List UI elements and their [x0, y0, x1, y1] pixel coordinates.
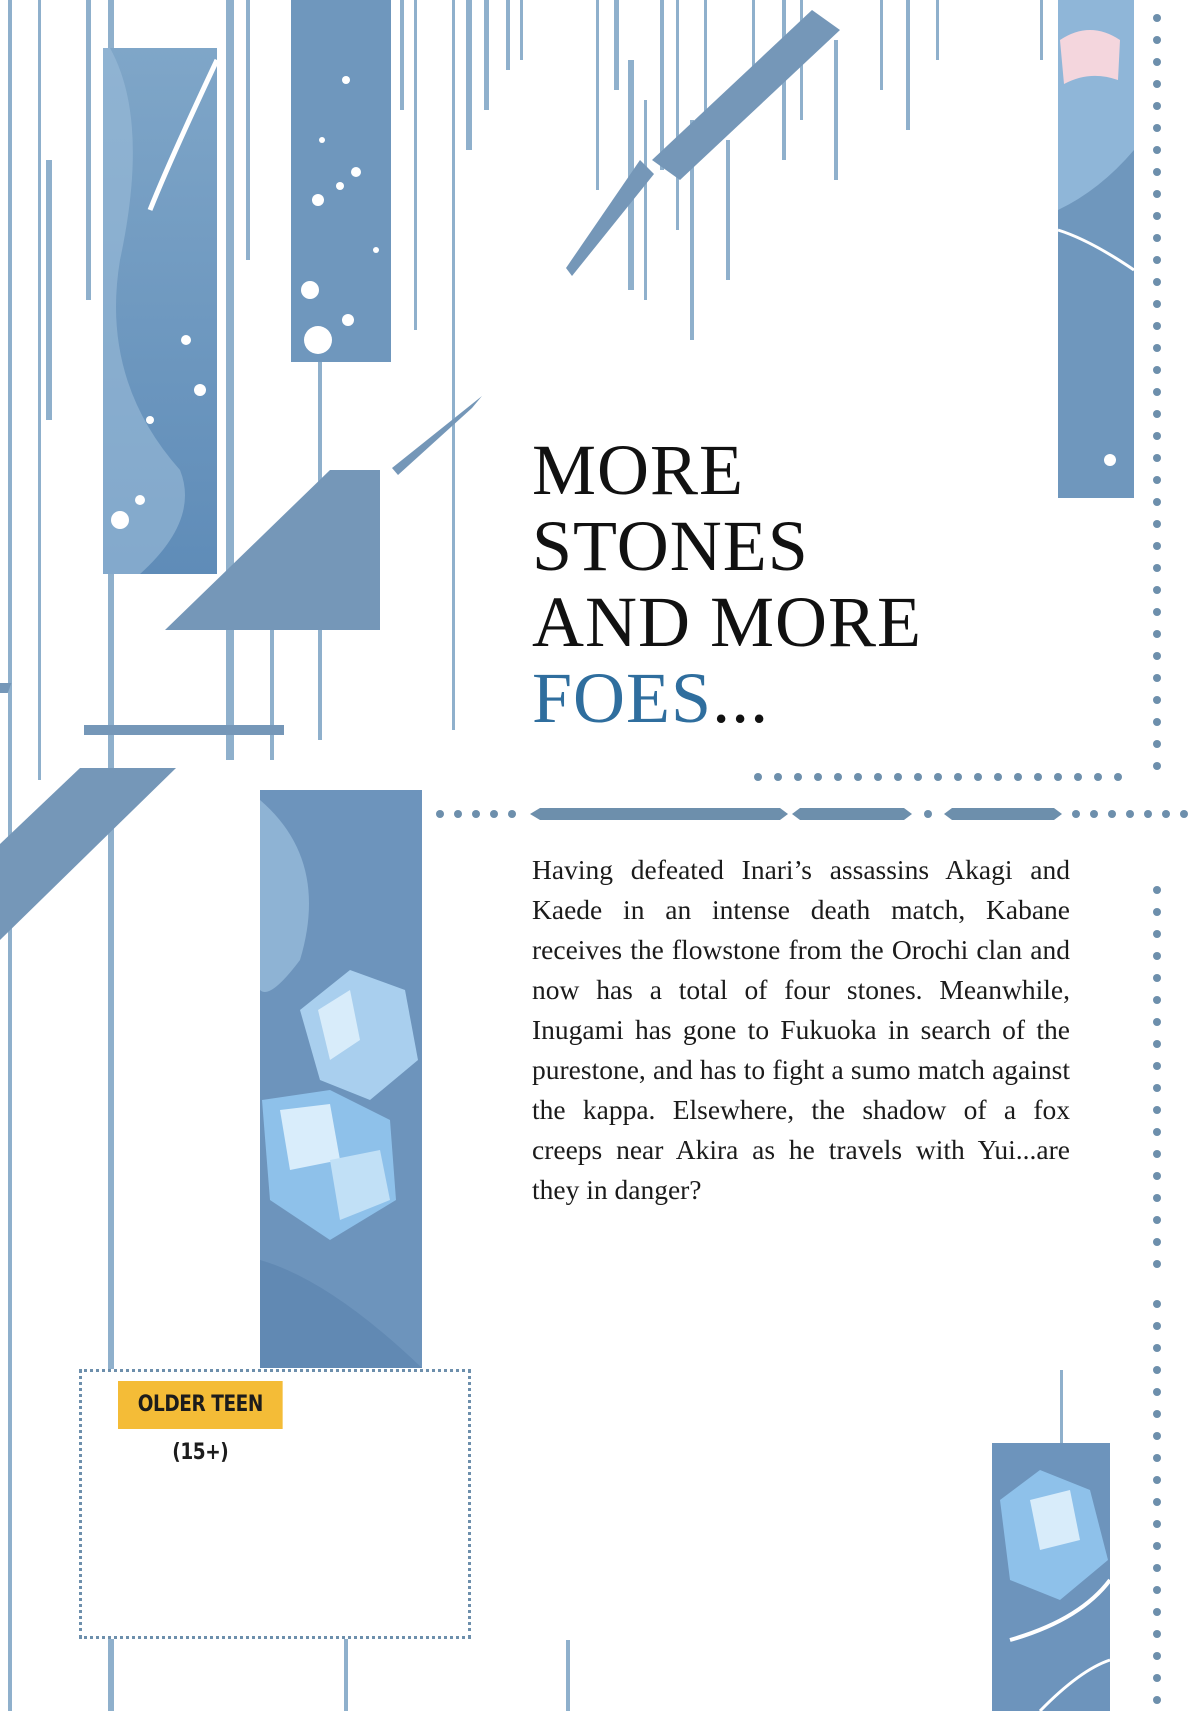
age-rating-badge: OLDER TEEN (15+) — [118, 1381, 283, 1429]
headline-line-1: MORE — [532, 430, 745, 510]
art-panel-top-right — [1058, 0, 1134, 498]
art-panel-bottom-right — [992, 1443, 1110, 1711]
headline-ellipsis: ... — [712, 658, 770, 738]
art-panel-left-top — [103, 48, 217, 574]
synopsis-text: Having defeated Inari’s assassins Akagi and Kaede in an intense death match, Kabane receives the flowstone from the Orochi clan and now has a total of four stones. Meanwhile, Inugami has gone to Fukuoka in search of the purestone, and has to fight a sumo match against the kappa. Elsewhere, the shadow of a fox creeps near Akira as he travels with Yui...are they in danger? — [532, 854, 1070, 1205]
headline — [532, 432, 1092, 736]
art-panel-top-middle — [291, 0, 391, 362]
headline-line-2: STONES — [532, 506, 809, 586]
headline-line-4 — [532, 660, 1092, 736]
headline-accent-word: FOES — [532, 658, 713, 738]
headline-line-3: AND MORE — [532, 582, 923, 662]
art-panel-gems — [260, 790, 422, 1368]
